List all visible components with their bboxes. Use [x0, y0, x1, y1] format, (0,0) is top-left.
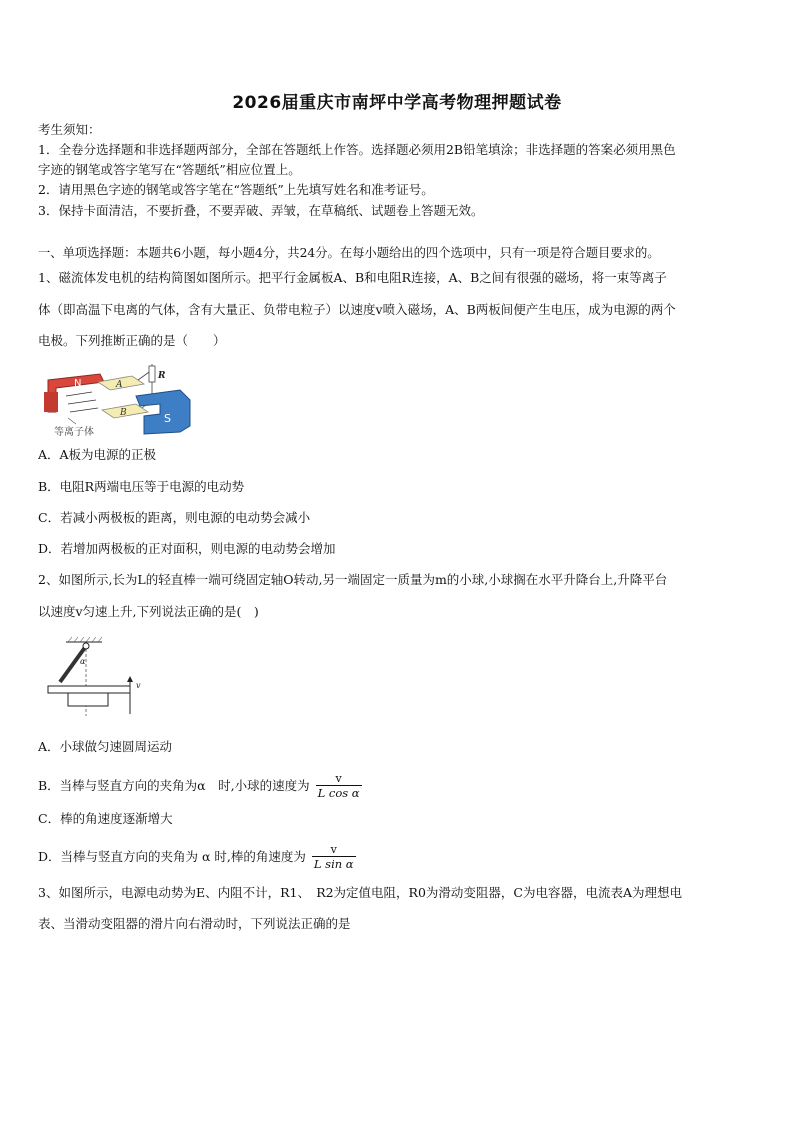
question-1-option-b: B．电阻R两端电压等于电源的电动势	[38, 479, 245, 494]
question-1-option-c: C．若减小两极板的距离，则电源的电动势会减小	[38, 510, 311, 525]
angular-speed-fraction	[312, 844, 356, 871]
plasma-label: 等离子体	[54, 427, 94, 438]
particle-arrow	[66, 392, 92, 396]
question-1-stem: 体（即高温下电离的气体，含有大量正、负带电粒子）以速度v喷入磁场，A、B两板间便产生电压，成为电源的两个	[38, 302, 676, 317]
question-2-stem: 2、如图所示,长为L的轻直棒一端可绕固定轴O转动,另一端固定一质量为m的小球,小球搁在水平升降台上,升降平台	[38, 572, 668, 587]
page-title: 2026届重庆市南坪中学高考物理押题试卷	[232, 93, 562, 113]
question-1-option-a: A．A板为电源的正极	[38, 447, 157, 462]
plate-b-label: B	[120, 408, 127, 418]
fraction-numerator: v	[330, 843, 337, 856]
ceiling-hatch	[68, 637, 102, 642]
speed-fraction	[316, 773, 362, 800]
notice-item: 2．请用黑色字迹的钢笔或答字笔在“答题纸”上先填写姓名和准考证号。	[38, 182, 434, 197]
question-2-option-a: A．小球做匀速圆周运动	[38, 739, 173, 754]
s-label: S	[164, 412, 171, 425]
question-2-option-b	[38, 768, 758, 804]
question-2-option-d	[38, 838, 758, 876]
particle-arrow	[70, 408, 98, 412]
question-3-stem: 表、当滑动变阻器的滑片向右滑动时，下列说法正确的是	[38, 916, 351, 931]
question-3-stem: 3、如图所示，电源电动势为E、内阻不计，R1、 R2为定值电阻，R0为滑动变阻器，C为电容器，电流表A为理想电	[38, 885, 683, 900]
platform-base	[68, 693, 108, 706]
question-2-stem: 以速度v匀速上升,下列说法正确的是( )	[38, 604, 259, 619]
plate-a-label: A	[116, 380, 123, 390]
plasma-pointer	[68, 418, 76, 424]
v-label: v	[136, 681, 141, 690]
resistor-r	[149, 366, 155, 382]
section-heading: 一、单项选择题：本题共6小题，每小题4分，共24分。在每小题给出的四个选项中，只有一项是符合题目要求的。	[38, 246, 660, 260]
option-d-text: D．当棒与竖直方向的夹角为 α 时,棒的角速度为	[38, 849, 306, 864]
platform	[48, 686, 130, 693]
notice-heading: 考生须知：	[38, 122, 101, 137]
alpha-label: α	[80, 657, 86, 666]
fraction-numerator: v	[335, 772, 342, 785]
question-1-stem: 1、磁流体发电机的结构简图如图所示。把平行金属板A、B和电阻R连接，A、B之间有很强的磁场，将一束等离子	[38, 270, 667, 285]
option-b-text: B．当棒与竖直方向的夹角为α 时,小球的速度为	[38, 778, 310, 793]
resistor-label: R	[158, 371, 166, 381]
particle-arrow	[68, 400, 96, 404]
notice-item: 3．保持卡面清洁，不要折叠，不要弄破、弄皱，在草稿纸、试题卷上答题无效。	[38, 203, 484, 218]
question-1-stem: 电极。下列推断正确的是（ ）	[38, 333, 226, 348]
pivot-o	[83, 643, 89, 649]
notice-item: 1．全卷分选择题和非选择题两部分，全部在答题纸上作答。选择题必须用2B铅笔填涂；非选择题的答案必须用黑色	[38, 142, 676, 157]
n-label: N	[74, 378, 82, 389]
velocity-arrowhead	[127, 676, 133, 682]
question-1-option-d: D．若增加两极板的正对面积，则电源的电动势会增加	[38, 541, 336, 556]
mhd-generator-figure	[40, 356, 195, 440]
fraction-denominator: L sin α	[313, 857, 354, 871]
question-2-option-c: C．棒的角速度逐渐增大	[38, 811, 173, 826]
notice-item: 字迹的钢笔或答字笔写在“答题纸”相应位置上。	[38, 162, 301, 177]
fraction-denominator: L cos α	[317, 786, 360, 800]
rod-platform-figure	[44, 632, 154, 722]
n-magnet-side	[44, 392, 58, 412]
